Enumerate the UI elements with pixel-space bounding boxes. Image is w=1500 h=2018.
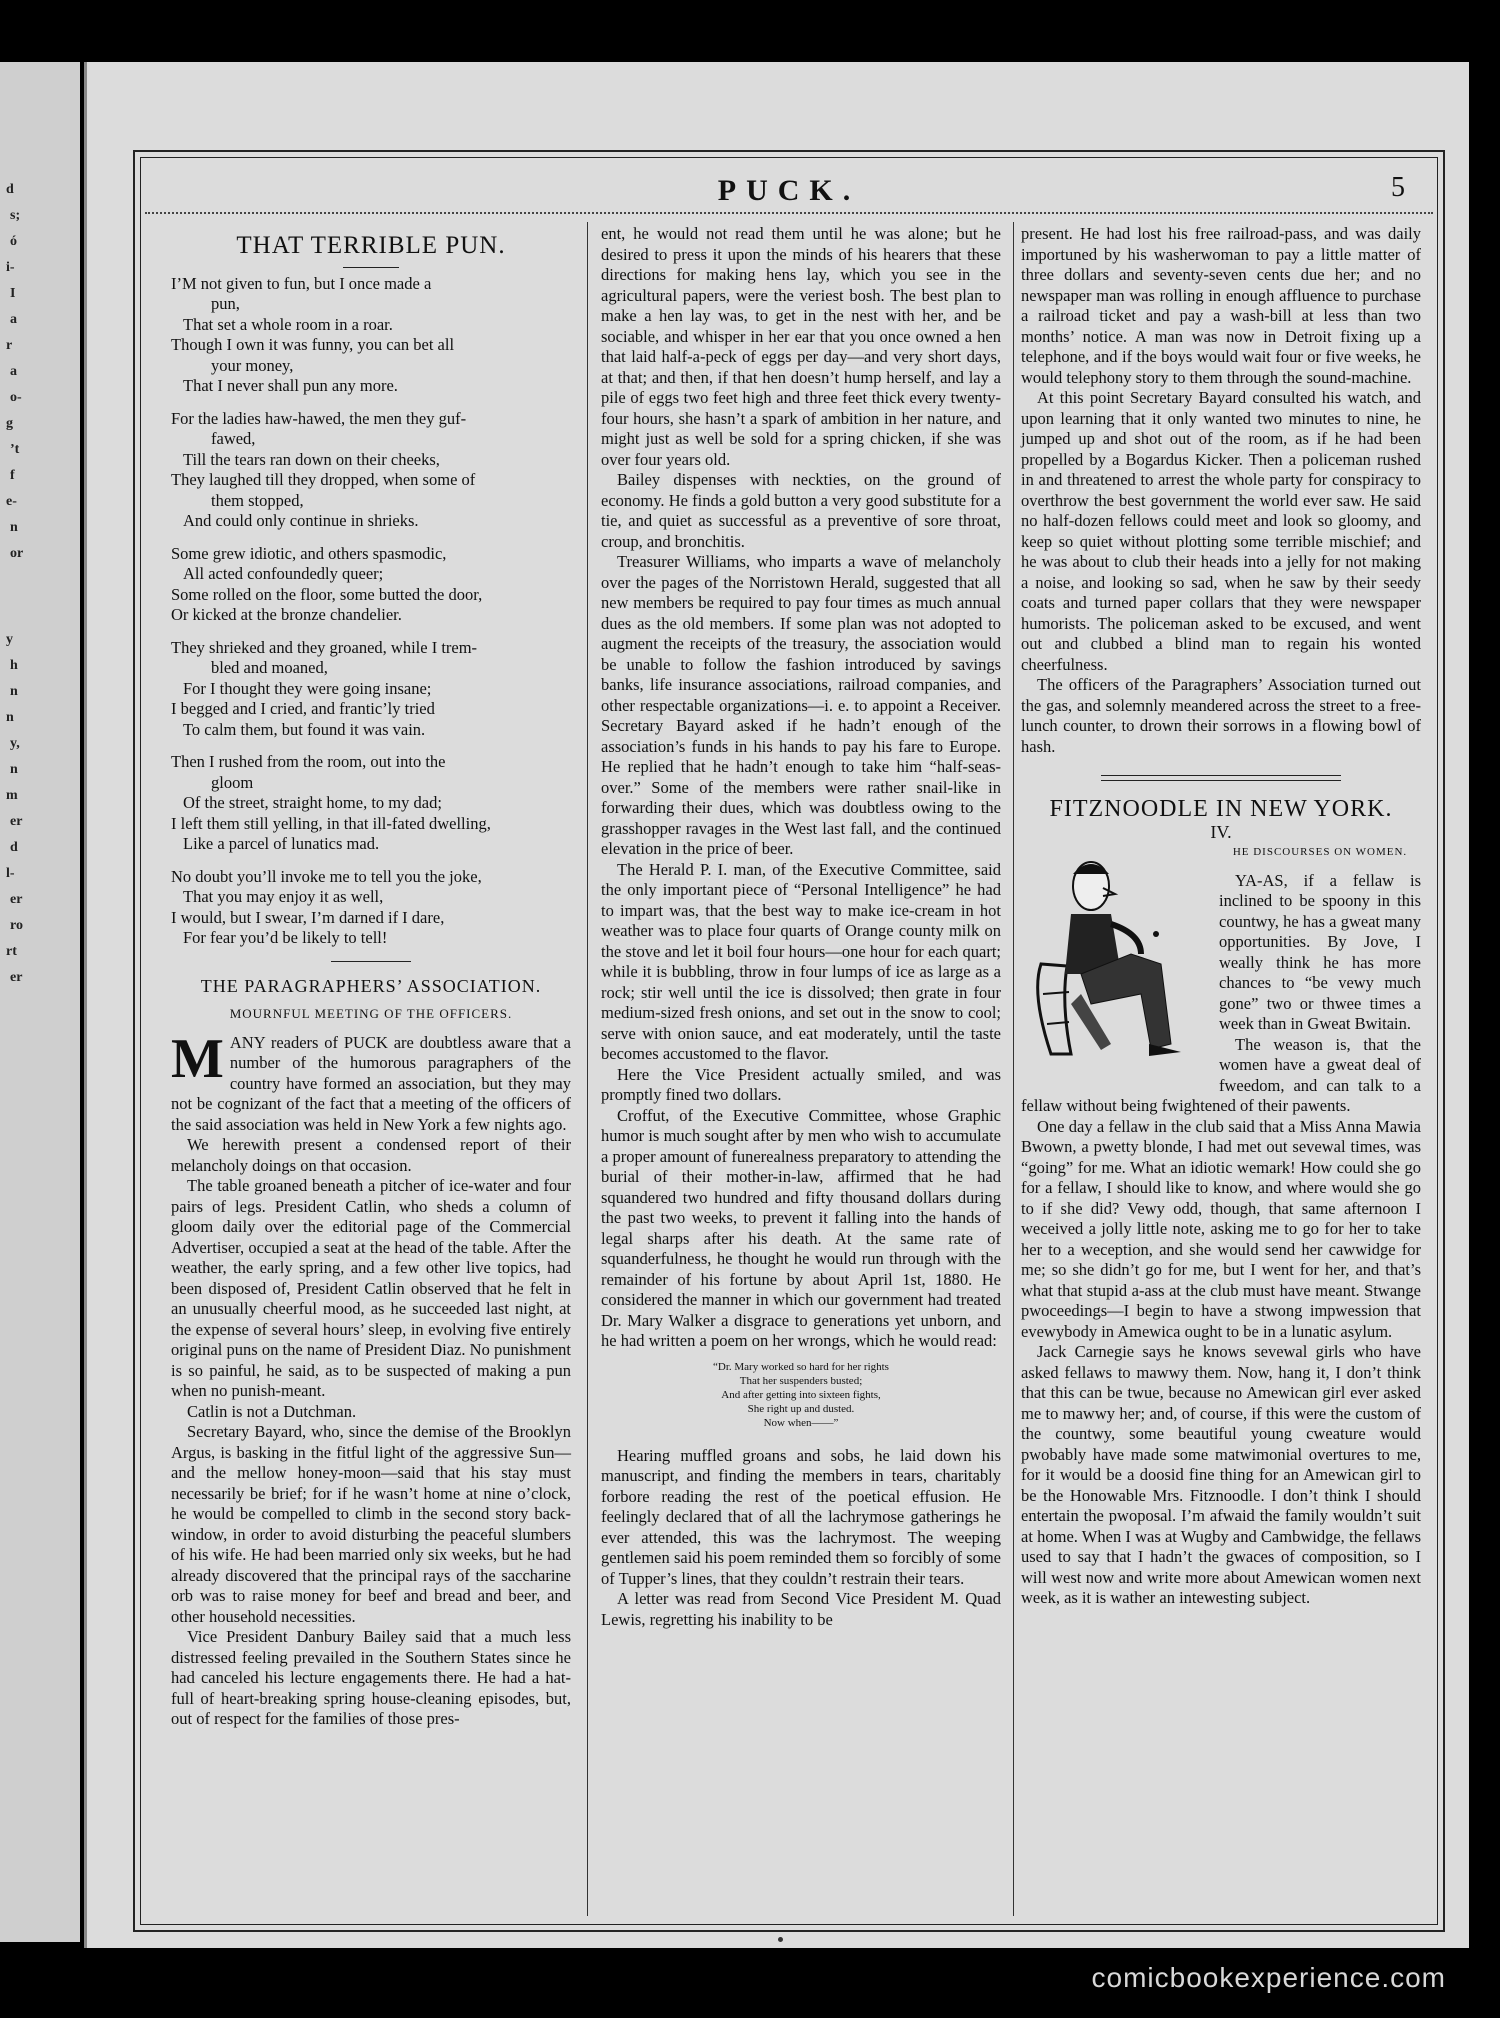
section-divider [1101,775,1341,781]
article-paragraph: Catlin is not a Dutchman. [187,1401,357,1421]
page-number: 5 [1391,172,1405,203]
article-paragraph: The Herald P. I. man, of the Executive Committee, said the only important piece of “Personal Intelligence” he had to impart was, that the best way to make ice-cream in hot weather was to place four quarts of Orange county milk on the stove and let it boil four hours—one hour for each quart; while it is bubbling, throw in four lumps of ice as large as a rock; stir well until the ice is dissolved; then grate in four medium-sized fresh onions, and set out in the snow to cool; serve with onion sauce, and eat moderately, until the taste becomes accustomed to the flavor. [601,859,1001,1063]
site-watermark: comicbookexperience.com [1091,1962,1446,1993]
facing-page-fragment: l- [6,866,15,881]
poem-line: That her suspenders busted; [739,1374,863,1387]
facing-page-fragment: a [10,312,17,327]
poem-line: All acted confoundedly queer; [183,564,384,583]
poem-line: They shrieked and they groaned, while I trem- [171,637,478,657]
facing-page-fragment: g [6,416,13,431]
article-paragraph: We herewith present a condensed report of their melancholy doings on that occasion. [171,1135,571,1175]
poem-line: Like a parcel of lunatics mad. [183,834,380,853]
masthead-title: PUCK. [717,174,861,207]
article-paragraph: The weason is, that the women have a gweat deal of fweedom, and can talk to a fellaw without being fwightened of their pawents. [1021,1034,1421,1115]
page-frame [133,150,1445,1932]
article-paragraph: Hearing muffled groans and sobs, he laid down his manuscript, and finding the members in tears, charitably forbore reading the rest of the poetical effusion. He feelingly declared that of all the lachrymose gatherings he ever attended, this was the lachrymost. The weeping gentlemen said his poem reminded them so forcibly of some of Tupper’s lines, that they couldn’t restrain their tears. [601,1445,1001,1588]
facing-page-fragment: y, [10,736,20,751]
poem-line: “Dr. Mary worked so hard for her rights [713,1360,889,1373]
fitz-title: FITZNOODLE IN NEW YORK. [1049,796,1393,822]
poem-line: Till the tears ran down on their cheeks, [183,449,440,469]
facing-page-fragment: rt [6,944,17,959]
poem-line: I begged and I cried, and frantic’ly tried [171,699,435,718]
facing-page-fragment: I [10,286,16,301]
facing-page-fragment: er [10,814,23,829]
poem-line: them stopped, [211,490,304,510]
header-rule [145,212,1433,214]
poem-line: I would, but I swear, I’m darned if I dare, [171,907,445,927]
poem-line: pun, [211,294,240,313]
poem-line: For I thought they were going insane; [183,678,432,698]
fitz-subtitle: HE DISCOURSES ON WOMEN. [1232,846,1408,858]
assoc-title: THE PARAGRAPHERS’ ASSOCIATION. [200,975,542,996]
facing-page-fragment: a [10,364,17,379]
facing-page-fragment: n [10,520,18,535]
article-paragraph: ent, he would not read them until he was alone; but he desired to press it upon the minds of his hearers that these directions for making hens lay, which you see in the agricultural papers, were the veriest bosh. The best plan to make a hen lay was, to get in the nest with her, and be sociable, and whisper in her ear that you once owned a hen that laid half-a-peck of eggs per day—and very short days, at that; and then, if that hen doesn’t hump herself, and lay a pile of eggs two feet high and three feet thick every twenty-four hours, she hasn’t a spark of ambition in her nature, and might just as well be sold for a spring chicken, if she was over four years old. [601,224,1001,469]
poem-line: Or kicked at the bronze chandelier. [171,605,402,624]
poem-line: Though I own it was funny, you can bet all [171,335,455,354]
poem-line: She right up and dusted. [747,1402,855,1415]
poem-line: Of the street, straight home, to my dad; [183,793,442,812]
facing-page-fragment: r [6,338,13,353]
facing-page-fragment: h [10,658,18,673]
facing-page-fragment: ro [10,918,23,933]
poem-line: Then I rushed from the room, out into the [171,752,446,771]
column-2 [601,224,1001,1630]
poem-line: Now when——” [763,1416,839,1429]
facing-page-fragment: o- [10,390,22,405]
column-divider [1013,222,1014,1916]
poem-line: To calm them, but found it was vain. [183,719,426,739]
page-dot [778,1937,783,1942]
column-1 [171,224,571,1730]
poem-line: And could only continue in shrieks. [183,511,419,530]
poem-stanza [171,544,571,626]
mary-walker-poem [601,1360,1001,1430]
facing-page-fragment: d [6,182,14,197]
poem-line: They laughed till they dropped, when some of [171,470,476,489]
poem-stanza [171,867,571,949]
article-paragraph: One day a fellaw in the club said that a Miss Anna Mawia Bwown, a pwetty blonde, I had met out sevewal times, was “going” for me. What an idiotic wemark! How could she go for a fellaw, I should like to know, and where would she go to if she did? Vewy odd, though, that same afternoon I weceived a jolly little note, asking me to go for her to take her to a weception, and she would send her cawwidge for me; so she didn’t go for me, but I went for her, and that’s what that stupid a-ass at the club must have meant. Stwange pwoceedings—I begin to have a stwong impwession that evewybody in Amewica ought to be in a lunatic asylum. [1021,1116,1421,1341]
poem-line: For fear you’d be likely to tell! [183,928,388,947]
facing-page-fragment: er [10,892,23,907]
poem-line: That I never shall pun any more. [183,376,398,395]
poem-stanza [171,274,571,397]
article-paragraph: Secretary Bayard, who, since the demise of the Brooklyn Argus, is basking in the fitful light of the aggressive Sun—and the mellow honey-moon—said that his stay must necessarily be brief; for if he wasn’t home at nine o’clock, he would be compelled to climb in the second story back-window, in order to avoid disturbing the peaceful slumbers of his wife. He had been married only six weeks, but he had already discovered that the principal rays of the saccharine orb was to raise money for beef and bread and beer, and other household necessities. [171,1422,571,1626]
article-paragraph: Bailey dispenses with neckties, on the ground of economy. He finds a gold button a very good substitute for a tie, and quiet as successful as a preventive of sore throat, croup, and bronchitis. [601,470,1001,551]
pun-title: THAT TERRIBLE PUN. [236,232,506,259]
poem-line: gloom [211,772,254,792]
poem-line: For the ladies haw-hawed, the men they guf- [171,408,467,428]
article-paragraph: ANY readers of PUCK are doubtless aware that a number of the humorous paragraphers of the country have formed an association, but they may not be cognizant of the fact that a meeting of the officers of the said association was held in New York a few nights ago. [171,1032,571,1134]
column-divider [587,222,588,1916]
poem-line: That set a whole room in a roar. [183,314,393,334]
article-paragraph: present. He had lost his free railroad-pass, and was daily importuned by his washerwoman to pay a little matter of three dollars and seventy-seven cents due her; and no newspaper man was rolling in enough affluence to purchase a railroad ticket and pay a wash-bill at less than two months’ notice. A man was now in Detroit fixing up a telephone, and if the boys would wait four or five weeks, he would telephony story to them through the sound-machine. [1021,224,1421,387]
poem-line: And after getting into sixteen fights, [721,1388,881,1401]
poem-stanza [171,752,571,855]
article-paragraph: Croffut, of the Executive Committee, whose Graphic humor is much sought after by men who wish to accumulate a proper amount of funerealness preparatory to attending the burial of their mother-in-law, affirmed that he had squandered two hundred and fifty thousand dollars during the past two weeks, to prevent it falling into the hands of legal sharps after his death. At the same rate of squanderfulness, he thought he would run through with the remainder of his fortune by about April 1st, 1880. He considered the manner in which our government had treated Dr. Mary Walker a disgrace to generations yet unborn, and he had written a poem on her wrongs, which he would read: [601,1105,1001,1350]
article-paragraph: Treasurer Williams, who imparts a wave of melancholy over the pages of the Norristown Herald, suggested that all new members be required to pay four times as much annual dues as the old members. If some plan was not adopted to augment the receipts of the treasury, the association would be unable to follow the fashion introduced by savings banks, life insurance associations, railroad companies, and other respectable organizations—i. e. to appoint a Receiver. Secretary Bayard asked if he hadn’t enough of the association’s funds in his hands to pay his fare to Europe. He replied that he hadn’t enough to take him “half-seas-over.” Some of the members were rather snail-like in forwarding their dues, which was doubtless owing to the grasshopper ravages in the West last fall, and the continued elevation in the price of beer. [601,552,1001,858]
facing-page-fragment: er [10,970,23,985]
article-paragraph: Jack Carnegie says he knows sevewal girls who have asked fellaws to mawwy them. Now, hang it, I don’t think that this can be twue, because no Amewican girl ever asked me to mawwy her; and, of course, if this were the custom of the countwy, some beautiful young cweature would pwobably have made some matwimonial overtures to me, for it would be a doosid fine thing for an Amewican girl to be the Honowable Mrs. Fitznoodle. I don’t think I should entertain the pwoposal. I’m afwaid the family wouldn’t suit at home. When I was at Wugby and Cambwidge, the fellaws used to say that I hadn’t the gwaces of composition, so I will west now and write more about Amewican women next week, as it is wather an intewesting subject. [1021,1342,1421,1607]
pun-poem [171,274,571,949]
poem-line: I left them still yelling, in that ill-fated dwelling, [171,813,491,833]
facing-page-fragment: d [10,840,18,855]
facing-page-fragment: ’t [10,442,20,457]
facing-page-fragment: e- [6,494,17,509]
article-paragraph: The table groaned beneath a pitcher of ice-water and four pairs of legs. President Catlin, who sheds a column of gloom daily over the editorial page of the Commercial Advertiser, occupied a seat at the head of the table. After the weather, the early spring, and a few other live topics, had been disposed of, President Catlin observed that he felt in an unusually cheerful mood, as he succeeded last night, at the expense of several hours’ sleep, in evolving five entirely original puns on the name of President Diaz. No punishment is so painful, he said, as to be suspected of making a pun when no punish-meant. [171,1176,571,1400]
poem-stanza [171,638,571,741]
facing-page-fragment: n [10,762,18,777]
poem-line: I’M not given to fun, but I once made a [171,273,432,293]
facing-page-fragment: f [10,468,15,483]
article-paragraph: Here the Vice President actually smiled, and was promptly fined two dollars. [601,1064,1001,1104]
facing-page-fragment: s; [10,208,21,223]
facing-page-fragment: ó [10,234,17,249]
article-paragraph: Vice President Danbury Bailey said that a much less distressed feeling prevailed in the Southern States since he had canceled his lecture engagements there. He had a hat-full of heart-breaking spring house-cleaning episodes, but, out of respect for the families of those pres- [171,1627,571,1728]
facing-page-fragment: or [10,546,24,561]
facing-page-fragment: m [6,788,18,803]
section-divider [331,961,411,962]
assoc-article-part-1 [171,1027,571,1730]
facing-page-edge [0,62,80,1942]
poem-line: No doubt you’ll invoke me to tell you the joke, [171,866,482,886]
article-paragraph: YA-AS, if a fellaw is inclined to be spoony in this countwy, he has a gweat many opportunities. By Jove, I weally think he has more chances to “be vewy much gone” two or thwee times a week than in Gweat Bwitain. [1219,870,1421,1033]
fitznoodle-illustration [1021,844,1211,1074]
title-rule [343,267,399,268]
article-paragraph: At this point Secretary Bayard consulted his watch, and upon learning that it only wanted two minutes to nine, he jumped up and shot out of the room, as if he had been propelled by a Bogardus Kicker. Then a policeman rushed in and threatened to arrest the whole party for conspiracy to overthrow the best government the world ever saw. He said no half-dozen fellows could meet and look so gloomy, and keep so quiet without plotting some terrible mischief; and he was about to club their heads into a jelly for not making a noise, and looking so sad, when he saw by their seedy coats and turned paper collars that they were newspaper humorists. The policeman asked to be excused, and went out and clubbed a blind man to regain his wonted cheerfulness. [1021,388,1421,674]
facing-page-fragment: i- [6,260,15,275]
poem-line: That you may enjoy it as well, [183,887,384,906]
column-3 [1021,224,1421,1609]
poem-line: bled and moaned, [211,658,328,677]
poem-line: fawed, [211,429,256,448]
newspaper-page [84,62,1469,1948]
article-paragraph: The officers of the Paragraphers’ Association turned out the gas, and solemnly meandered across the street to a free-lunch counter, to drown their sorrows in a flowing bowl of hash. [1021,675,1421,756]
poem-line: your money, [211,355,294,375]
drop-cap: M [171,1027,224,1090]
poem-line: Some grew idiotic, and others spasmodic, [171,543,447,563]
assoc-subtitle: MOURNFUL MEETING OF THE OFFICERS. [229,1006,513,1021]
facing-page-fragment: n [6,710,14,725]
fitz-number: IV. [1210,821,1232,842]
poem-stanza [171,409,571,532]
article-paragraph: A letter was read from Second Vice President M. Quad Lewis, regretting his inability to be [601,1589,1001,1629]
facing-page-fragment: n [10,684,18,699]
facing-page-fragment: y [6,632,13,647]
poem-line: Some rolled on the floor, some butted the door, [171,584,483,604]
